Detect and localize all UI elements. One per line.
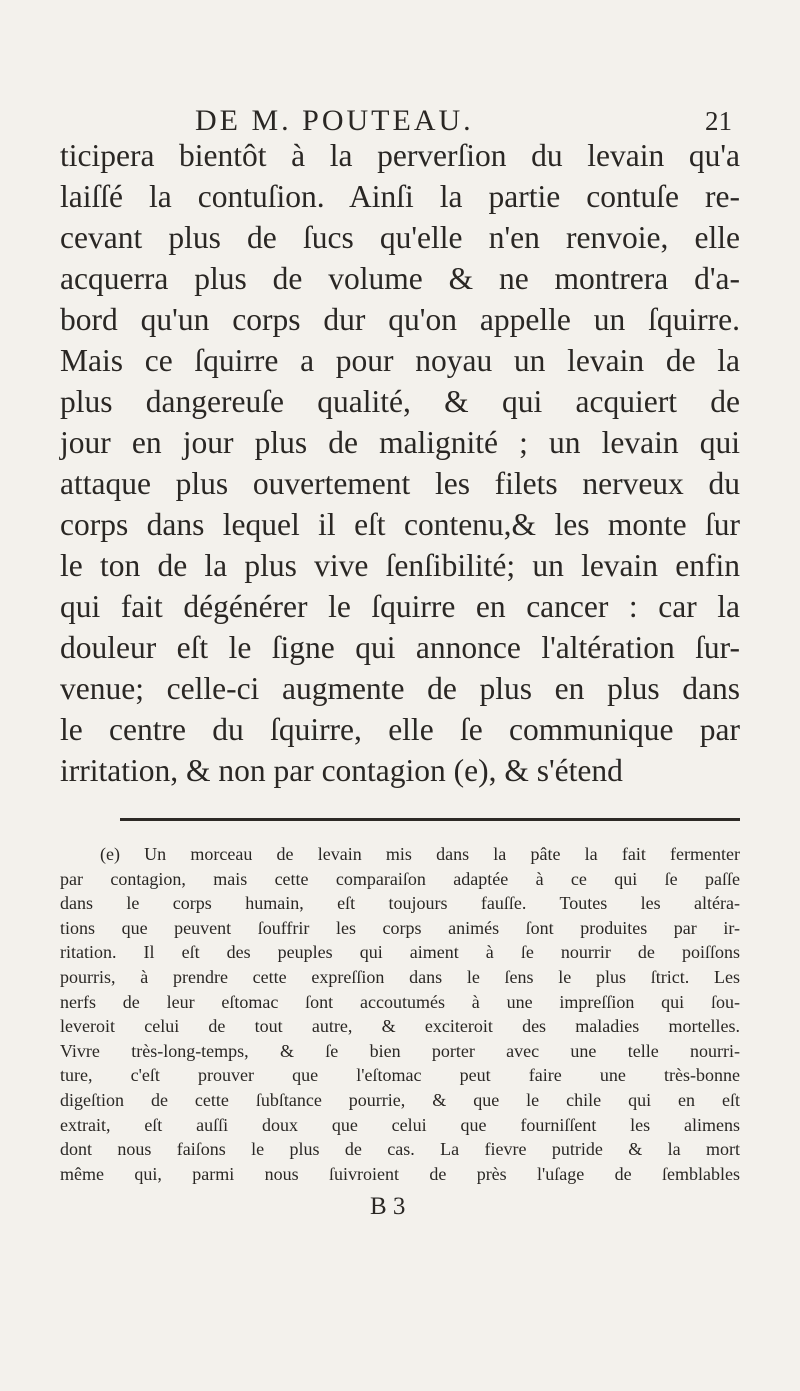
page-number: 21	[705, 106, 732, 136]
footnote-line: pourris, à prendre cette expreſſion dans le ſens le plus ſtrict. Les	[60, 966, 740, 987]
text-line: ticipera bientôt à la perverſion du levain qu'a	[60, 138, 740, 173]
main-text	[60, 135, 740, 791]
text-line: cevant plus de ſucs qu'elle n'en renvoie, elle	[60, 220, 740, 255]
running-title: DE M. POUTEAU.	[195, 104, 474, 137]
text-line: jour en jour plus de malignité ; un levain qui	[60, 425, 740, 460]
footnote-line: nerfs de leur eſtomac ſont accoutumés à une impreſſion qui ſou-	[60, 991, 740, 1012]
footnote-line: tions que peuvent ſouffrir les corps animés ſont produites par ir-	[60, 917, 740, 938]
footnote-line: digeſtion de cette ſubſtance pourrie, & que le chile qui en eſt	[60, 1089, 740, 1110]
text-line: venue; celle-ci augmente de plus en plus dans	[60, 671, 740, 706]
text-line: attaque plus ouvertement les filets nerveux du	[60, 466, 740, 501]
text-line: acquerra plus de volume & ne montrera d'a-	[60, 261, 740, 296]
text-line: qui fait dégénérer le ſquirre en cancer : car la	[60, 589, 740, 624]
footnote-line: ture, c'eſt prouver que l'eſtomac peut faire une très-bonne	[60, 1065, 740, 1086]
footnote-line: dans le corps humain, eſt toujours fauſſe. Toutes les altéra-	[60, 893, 740, 914]
running-head	[60, 100, 740, 140]
signature-mark: B 3	[370, 1193, 406, 1220]
footnote-line: dont nous faiſons le plus de cas. La fievre putride & la mort	[60, 1139, 740, 1160]
text-line: douleur eſt le ſigne qui annonce l'altération ſur-	[60, 630, 740, 665]
footnote	[60, 842, 740, 1186]
footnote-line: leveroit celui de tout autre, & exciteroit des maladies mortelles.	[60, 1016, 740, 1037]
footnote-line: Vivre très-long-temps, & ſe bien porter avec une telle nourri-	[60, 1040, 740, 1061]
footnote-line: (e) Un morceau de levain mis dans la pâte la fait fermenter	[100, 844, 740, 864]
text-line: irritation, & non par contagion (e), & s'étend	[60, 753, 623, 788]
text-line: corps dans lequel il eſt contenu,& les monte ſur	[60, 507, 740, 542]
footnote-line: extrait, eſt auſſi doux que celui que fourniſſent les alimens	[60, 1114, 740, 1135]
footnote-separator-rule	[120, 818, 740, 821]
text-line: bord qu'un corps dur qu'on appelle un ſquirre.	[60, 302, 740, 337]
footnote-line: ritation. Il eſt des peuples qui aiment à ſe nourrir de poiſſons	[60, 942, 740, 963]
footnote-line: même qui, parmi nous ſuivroient de près l'uſage de ſemblables	[60, 1163, 740, 1184]
footnote-line: par contagion, mais cette comparaiſon adaptée à ce qui ſe paſſe	[60, 868, 740, 889]
text-line: Mais ce ſquirre a pour noyau un levain de la	[60, 343, 740, 378]
text-line: le ton de la plus vive ſenſibilité; un levain enfin	[60, 548, 740, 583]
text-line: laiſſé la contuſion. Ainſi la partie contuſe re-	[60, 179, 740, 214]
text-line: le centre du ſquirre, elle ſe communique par	[60, 712, 740, 747]
text-line: plus dangereuſe qualité, & qui acquiert de	[60, 384, 740, 419]
